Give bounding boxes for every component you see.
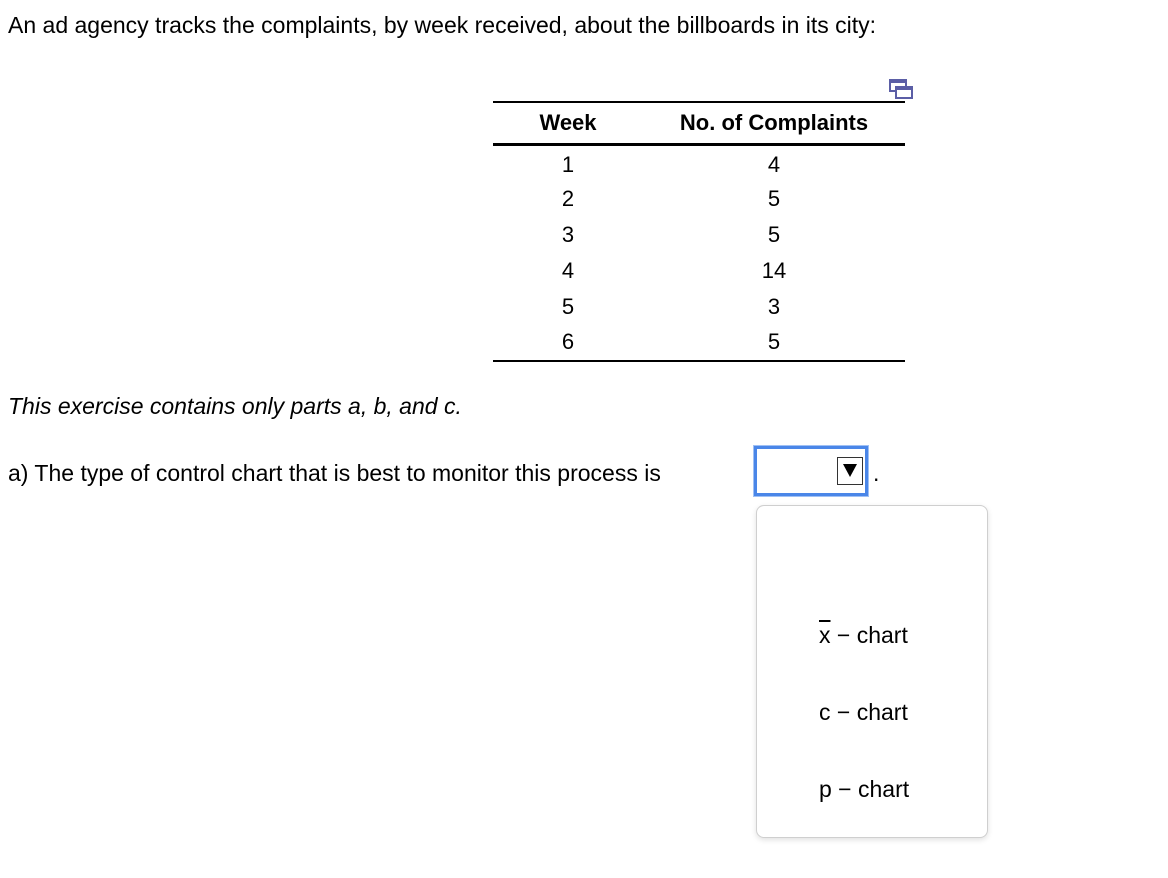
- option-label: − chart: [830, 699, 908, 725]
- chart-type-dropdown-menu: [756, 505, 988, 838]
- triangle-down-icon[interactable]: [837, 457, 863, 485]
- chart-type-select[interactable]: [754, 446, 868, 496]
- table-row: [493, 145, 905, 181]
- option-label: − chart: [830, 622, 908, 648]
- copy-table-icon[interactable]: [886, 77, 916, 101]
- week-cell: 2: [561, 185, 575, 211]
- option-variable: c: [819, 699, 831, 725]
- option-x-bar-chart[interactable]: [819, 622, 908, 649]
- complaints-cell: 3: [767, 293, 781, 319]
- column-header-complaints: No. of Complaints: [679, 110, 869, 135]
- table-row: [493, 253, 905, 289]
- week-cell: 6: [561, 329, 575, 354]
- option-c-chart[interactable]: [819, 699, 908, 726]
- question-period: .: [873, 460, 880, 486]
- exercise-note: This exercise contains only parts a, b, and c.: [8, 393, 462, 419]
- option-variable: $\overline{x}$: [819, 622, 831, 648]
- table-row: [493, 181, 905, 217]
- week-cell: 5: [561, 293, 575, 319]
- table-row: [493, 289, 905, 325]
- complaints-cell: 5: [767, 329, 781, 354]
- question-a-text: a) The type of control chart that is best to monitor this process is: [8, 460, 661, 486]
- complaints-cell: 5: [767, 185, 781, 211]
- table-row: [493, 217, 905, 253]
- table-header-row: [493, 102, 905, 145]
- week-cell: 4: [561, 257, 575, 283]
- column-header-week: Week: [539, 110, 597, 135]
- table-row: [493, 325, 905, 361]
- complaints-cell: 5: [767, 221, 781, 247]
- option-label: − chart: [831, 776, 910, 802]
- option-p-chart[interactable]: [819, 776, 909, 803]
- complaints-cell: 4: [767, 152, 781, 178]
- week-cell: 1: [561, 152, 575, 178]
- complaints-cell: 14: [761, 257, 787, 283]
- complaints-table: [493, 101, 905, 362]
- week-cell: 3: [561, 221, 575, 247]
- option-variable: p: [819, 776, 832, 802]
- problem-statement: An ad agency tracks the complaints, by week received, about the billboards in its city:: [8, 12, 877, 38]
